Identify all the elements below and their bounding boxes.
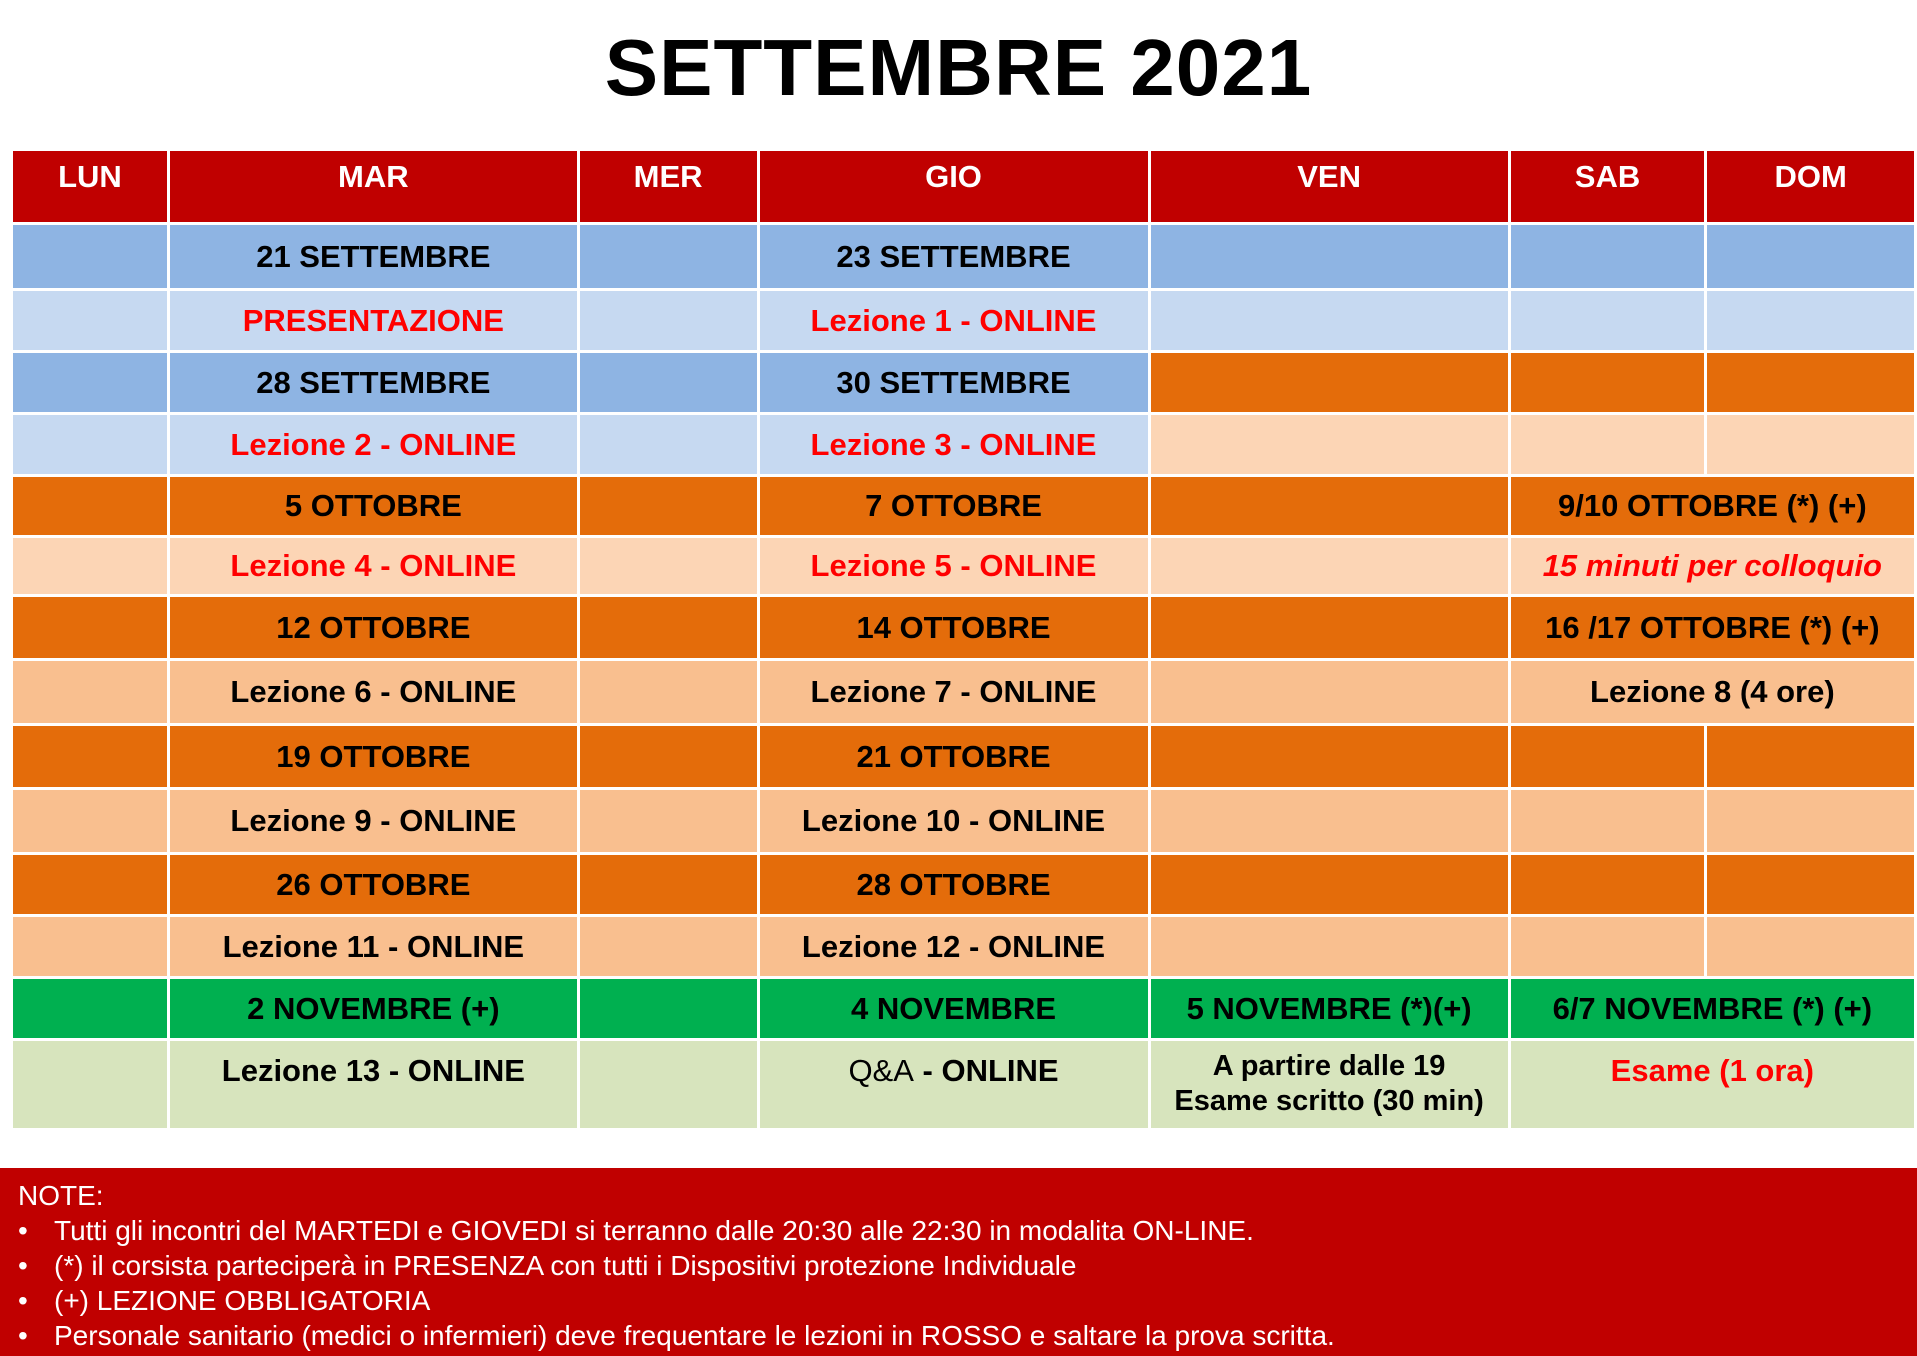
cell-lesson-gio: Lezione 3 - ONLINE [758,414,1149,476]
cell-empty [12,537,169,596]
note-text: (*) il corsista parteciperà in PRESENZA con tutti i Dispositivi protezione Individuale [54,1250,1077,1281]
cell-empty [1706,854,1916,916]
cell-empty [578,854,758,916]
cell-empty [1706,352,1916,414]
list-item [18,1248,1917,1283]
cell-empty [578,537,758,596]
cell-empty [1509,352,1706,414]
cell-empty [1509,290,1706,352]
cell-date-mar: 2 NOVEMBRE (+) [168,978,578,1040]
cell-date-gio: 7 OTTOBRE [758,476,1149,537]
table-row [12,414,1916,476]
table-row [12,916,1916,978]
cell-date-weekend: 9/10 OTTOBRE (*) (+) [1509,476,1915,537]
list-item [18,1283,1917,1318]
cell-empty [578,352,758,414]
note-text: Personale sanitario (medici o infermieri) deve frequentare le lezioni in ROSSO e saltare la prova scritta. [54,1320,1335,1351]
cell-date-gio: 30 SETTEMBRE [758,352,1149,414]
bullet-icon: • [18,1285,28,1316]
cell-date-gio: 23 SETTEMBRE [758,224,1149,290]
table-row [12,596,1916,660]
cell-exam-weekend: Esame (1 ora) [1509,1040,1915,1130]
cell-empty [1149,916,1509,978]
cell-empty [1509,414,1706,476]
page-title: SETTEMBRE 2021 [604,23,1313,112]
cell-empty [578,725,758,789]
cell-empty [1509,725,1706,789]
header-mer: MER [578,150,758,224]
list-item [18,1318,1917,1353]
online-label: - ONLINE [913,1053,1059,1088]
header-gio: GIO [758,150,1149,224]
cell-lesson-mar: Lezione 4 - ONLINE [168,537,578,596]
cell-empty [578,476,758,537]
cell-empty [12,916,169,978]
cell-lesson-mar: PRESENTAZIONE [168,290,578,352]
cell-lesson-mar: Lezione 2 - ONLINE [168,414,578,476]
bullet-icon: • [18,1215,28,1246]
cell-date-gio: 28 OTTOBRE [758,854,1149,916]
cell-empty [12,414,169,476]
cell-date-mar: 5 OTTOBRE [168,476,578,537]
cell-empty [12,290,169,352]
bullet-icon: • [18,1320,28,1351]
cell-empty [578,290,758,352]
cell-empty [1706,414,1916,476]
table-row [12,978,1916,1040]
cell-lesson-gio: Lezione 7 - ONLINE [758,660,1149,725]
cell-empty [1149,660,1509,725]
list-item [18,1213,1917,1248]
table-row [12,224,1916,290]
header-dom: DOM [1706,150,1916,224]
cell-empty [12,725,169,789]
table-row [12,476,1916,537]
table-row [12,537,1916,596]
cell-date-gio: 21 OTTOBRE [758,725,1149,789]
calendar-table [10,148,1917,1131]
cell-empty [1509,854,1706,916]
cell-empty [578,978,758,1040]
header-ven: VEN [1149,150,1509,224]
table-row [12,725,1916,789]
cell-empty [578,596,758,660]
cell-date-mar: 21 SETTEMBRE [168,224,578,290]
table-row [12,352,1916,414]
notes-panel [0,1168,1917,1356]
header-sab: SAB [1509,150,1706,224]
cell-lesson-gio: Lezione 5 - ONLINE [758,537,1149,596]
cell-empty [12,1040,169,1130]
qa-label: Q&A [848,1053,914,1088]
cell-note-weekend: 15 minuti per colloquio [1509,537,1915,596]
header-row [12,150,1916,224]
cell-empty [12,476,169,537]
cell-lesson-gio: Lezione 12 - ONLINE [758,916,1149,978]
note-text: (+) LEZIONE OBBLIGATORIA [54,1285,431,1316]
cell-empty [1706,725,1916,789]
cell-lesson-mar: Lezione 13 - ONLINE [168,1040,578,1130]
notes-list [18,1213,1917,1353]
cell-date-weekend: 6/7 NOVEMBRE (*) (+) [1509,978,1915,1040]
cell-exam-ven [1149,1040,1509,1130]
cell-empty [1149,537,1509,596]
cell-date-mar: 19 OTTOBRE [168,725,578,789]
cell-empty [1149,725,1509,789]
cell-empty [1706,789,1916,854]
cell-empty [578,789,758,854]
table-row [12,854,1916,916]
cell-empty [1149,352,1509,414]
cell-empty [578,414,758,476]
cell-date-gio: 14 OTTOBRE [758,596,1149,660]
cell-date-mar: 26 OTTOBRE [168,854,578,916]
cell-date-mar: 28 SETTEMBRE [168,352,578,414]
cell-empty [1149,476,1509,537]
cell-empty [1149,290,1509,352]
cell-empty [12,854,169,916]
cell-lesson-weekend: Lezione 8 (4 ore) [1509,660,1915,725]
header-lun: LUN [12,150,169,224]
cell-empty [1706,290,1916,352]
cell-lesson-gio: Lezione 1 - ONLINE [758,290,1149,352]
cell-empty [12,660,169,725]
cell-lesson-mar: Lezione 6 - ONLINE [168,660,578,725]
table-row [12,290,1916,352]
cell-empty [12,224,169,290]
note-text: Tutti gli incontri del MARTEDI e GIOVEDI si terranno dalle 20:30 alle 22:30 in modalita ON-LINE. [54,1215,1254,1246]
cell-empty [12,596,169,660]
cell-empty [12,352,169,414]
cell-empty [578,1040,758,1130]
cell-empty [1149,789,1509,854]
cell-empty [12,789,169,854]
cell-lesson-gio: Lezione 10 - ONLINE [758,789,1149,854]
notes-heading: NOTE: [18,1180,104,1211]
cell-empty [578,660,758,725]
cell-empty [578,916,758,978]
exam-written: Esame scritto (30 min) [1174,1085,1484,1117]
cell-empty [1509,789,1706,854]
cell-empty [1706,224,1916,290]
cell-lesson-mar: Lezione 9 - ONLINE [168,789,578,854]
cell-lesson-gio [758,1040,1149,1130]
table-row [12,789,1916,854]
cell-empty [1509,916,1706,978]
cell-lesson-mar: Lezione 11 - ONLINE [168,916,578,978]
header-mar: MAR [168,150,578,224]
cell-date-gio: 4 NOVEMBRE [758,978,1149,1040]
table-row [12,660,1916,725]
exam-start-time: A partire dalle 19 [1212,1050,1446,1082]
cell-date-ven: 5 NOVEMBRE (*)(+) [1149,978,1509,1040]
cell-date-weekend: 16 /17 OTTOBRE (*) (+) [1509,596,1915,660]
bullet-icon: • [18,1250,28,1281]
table-row [12,1040,1916,1130]
cell-empty [1149,414,1509,476]
cell-empty [12,978,169,1040]
cell-empty [1509,224,1706,290]
cell-empty [1149,224,1509,290]
cell-empty [1149,596,1509,660]
cell-empty [1149,854,1509,916]
cell-empty [578,224,758,290]
cell-empty [1706,916,1916,978]
cell-date-mar: 12 OTTOBRE [168,596,578,660]
